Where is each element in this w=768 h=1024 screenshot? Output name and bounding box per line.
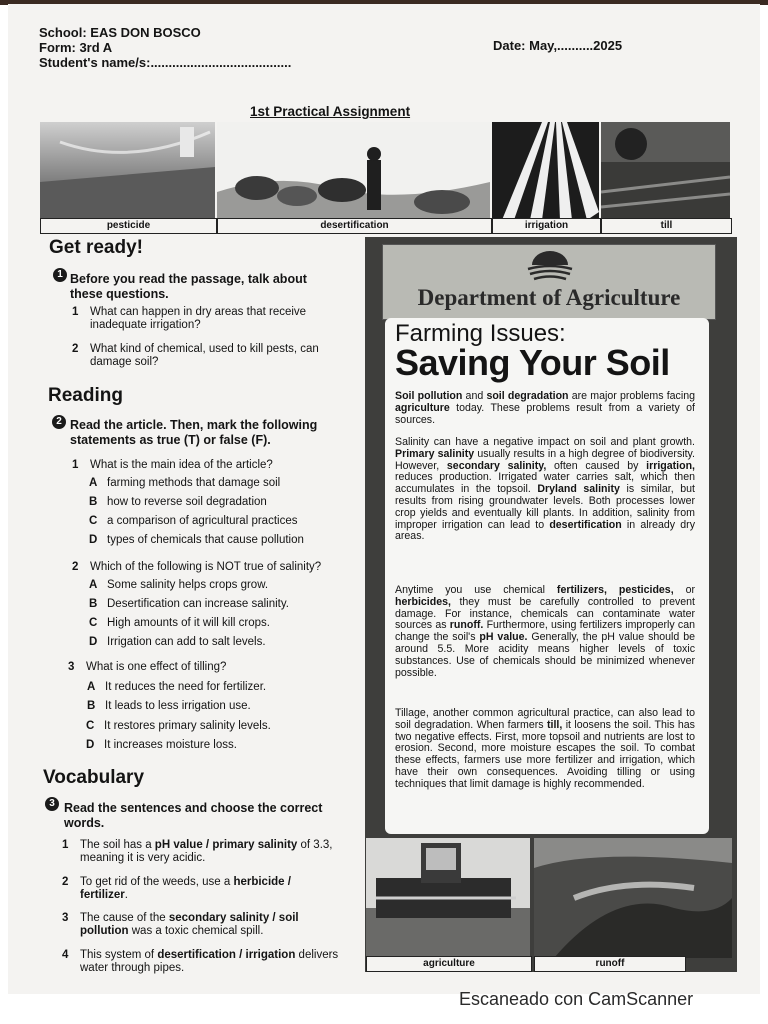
article-title: Saving Your Soil (395, 342, 670, 383)
sun-field-logo-icon (526, 249, 574, 283)
instruction-number-2: 2 (52, 415, 66, 429)
article-text: reduces production. Irrigated water carries salt, which then accumulates in the topsoil. (395, 471, 695, 496)
photo-strip (40, 122, 730, 234)
key-term: runoff. (449, 619, 484, 632)
caption-desertification: desertification (217, 218, 492, 234)
desertification-photo (217, 122, 490, 220)
answer-option (89, 477, 280, 490)
option-letter: C (89, 515, 98, 527)
article-paragraph-4 (395, 708, 695, 791)
answer-option (89, 598, 289, 611)
vocabulary-item (62, 876, 347, 902)
key-term: till, (546, 718, 563, 731)
question-text: What is one effect of tilling? (86, 661, 227, 673)
option-letter: A (89, 579, 98, 591)
key-term: desertification (549, 518, 622, 531)
option-text: farming methods that damage soil (107, 477, 281, 489)
form-label: Form: 3rd A (39, 40, 113, 55)
reading-instruction: Read the article. Then, mark the following statements as true (T) or false (F). (70, 418, 318, 447)
answer-option (89, 617, 270, 630)
option-text: how to reverse soil degradation (107, 496, 267, 508)
option-letter: D (89, 636, 98, 648)
option-text: Desertification can increase salinity. (107, 598, 289, 610)
item-number: 3 (62, 912, 69, 924)
option-letter: B (89, 496, 98, 508)
answer-option (86, 739, 237, 752)
caption-runoff: runoff (534, 956, 686, 972)
article-text: and (462, 390, 487, 402)
option-text: It leads to less irrigation use. (105, 700, 251, 712)
question-text: What can happen in dry areas that receive inadequate irrigation? (90, 306, 307, 331)
item-text: delivers water through pipes. (80, 949, 339, 974)
date-line: Date: May,..........2025 (493, 38, 623, 53)
get-ready-heading: Get ready! (49, 237, 143, 258)
option-letter: C (89, 617, 98, 629)
caption-till: till (601, 218, 732, 234)
department-name: Department of Agriculture (417, 285, 681, 310)
answer-option (89, 496, 267, 509)
question-number: 2 (72, 561, 79, 573)
word-choice: herbicide / fertilizer (80, 876, 291, 901)
answer-option (86, 720, 271, 733)
vocabulary-item (62, 839, 347, 865)
item-text: The soil has a (80, 839, 155, 851)
question-text: Which of the following is NOT true of salinity? (90, 561, 322, 573)
article-paragraph-3 (395, 585, 695, 679)
article-paragraph-2 (395, 437, 695, 543)
answer-option (89, 515, 297, 528)
answer-option (87, 700, 251, 713)
instruction-number-3: 3 (45, 797, 59, 811)
article-kicker: Farming Issues: (395, 320, 566, 347)
item-text: The cause of the (80, 912, 169, 924)
key-term: pH value. (479, 631, 528, 644)
answer-option (89, 579, 268, 592)
article-text: Salinity can have a negative impact on soil and plant growth. (395, 436, 695, 448)
option-letter: B (87, 700, 96, 712)
option-text: a comparison of agricultural practices (107, 515, 298, 527)
option-letter: A (87, 681, 96, 693)
option-letter: B (89, 598, 98, 610)
word-choice: secondary salinity / soil pollution (80, 912, 299, 937)
article-text: usually results in a high degree of biodiversity. However, (395, 447, 696, 472)
key-term: Primary salinity (395, 447, 475, 460)
answer-option (89, 534, 304, 547)
article-text: often caused by (546, 459, 647, 472)
option-letter: D (89, 534, 98, 546)
runoff-photo (534, 838, 732, 958)
item-text: of 3.3, meaning it is very acidic. (80, 839, 333, 864)
item-number: 2 (62, 876, 69, 888)
article-text: it loosens the soil. This has two negative effects. First, more topsoil and nutrients are lost to erosion. Second, more moisture escapes the soil. To combat these effects, farmers use more fertilizer and irrigation, which have their own consequences. Avoiding tilling or using techniques that limit damage is highly recommended. (395, 718, 695, 790)
word-choice: desertification / irrigation (157, 949, 296, 961)
option-text: Some salinity helps crops grow. (107, 579, 269, 591)
caption-pesticide: pesticide (40, 218, 217, 234)
option-text: It reduces the need for fertilizer. (105, 681, 267, 693)
option-letter: D (86, 739, 95, 751)
key-term: Soil pollution (395, 390, 463, 402)
option-letter: A (89, 477, 98, 489)
article-text: Furthermore, using fertilizers improperly can change the soil's (395, 619, 696, 644)
option-text: types of chemicals that cause pollution (107, 534, 304, 546)
question-number: 3 (68, 661, 75, 673)
key-term: agriculture (395, 401, 450, 414)
reading-question (72, 459, 352, 472)
option-letter: C (86, 720, 95, 732)
key-term: fertilizers, pesticides, (556, 584, 674, 596)
key-term: Dryland salinity (537, 483, 620, 496)
get-ready-instruction: Before you read the passage, talk about these questions. (70, 272, 307, 301)
option-text: It increases moisture loss. (104, 739, 237, 751)
article-text: in already dry areas. (395, 518, 695, 543)
vocabulary-instruction: Read the sentences and choose the correct words. (64, 801, 323, 830)
article-text: they must be carefully controlled to prevent damage. For instance, chemicals can contaminate water sources as (395, 595, 695, 632)
article-paragraph-1 (395, 391, 695, 426)
option-text: It restores primary salinity levels. (104, 720, 271, 732)
article-text: are major problems facing (568, 390, 695, 402)
question-text: What is the main idea of the article? (90, 459, 273, 471)
irrigation-photo (492, 122, 599, 220)
question-number: 1 (72, 459, 79, 471)
question-number: 2 (72, 343, 79, 355)
article-text: or (673, 584, 695, 596)
instruction-number-1: 1 (53, 268, 67, 282)
get-ready-question (72, 306, 342, 332)
item-number: 4 (62, 949, 69, 961)
item-text: This system of (80, 949, 158, 961)
reading-question (72, 561, 352, 574)
key-term: soil degradation (486, 390, 569, 402)
article-text: Anytime you use chemical (395, 584, 557, 596)
agriculture-photo (366, 838, 530, 958)
pesticide-photo (40, 122, 215, 220)
article-text: Generally, the pH value should be around 5.5. More acidity means higher levels of toxic substances. Use of chemicals should be minimized whenever possible. (395, 631, 695, 679)
school-name: School: EAS DON BOSCO (39, 25, 201, 40)
header-block (39, 25, 291, 70)
get-ready-question (72, 343, 342, 369)
word-choice: pH value / primary salinity (154, 839, 298, 851)
student-name-line: Student's name/s:....................................... (39, 55, 292, 70)
assignment-title: 1st Practical Assignment (250, 104, 411, 119)
scanner-watermark: Escaneado con CamScanner (459, 989, 694, 1009)
reading-heading: Reading (48, 385, 123, 406)
key-term: herbicides, (395, 595, 451, 608)
department-banner (382, 244, 716, 320)
reading-question (68, 661, 348, 674)
caption-agriculture: agriculture (366, 956, 532, 972)
key-term: irrigation, (646, 459, 695, 472)
item-text: To get rid of the weeds, use a (80, 876, 234, 888)
caption-irrigation: irrigation (492, 218, 601, 234)
item-text: was a toxic chemical spill. (128, 925, 264, 937)
till-photo (601, 122, 730, 220)
item-number: 1 (62, 839, 69, 851)
article-text: Tillage, another common agricultural practice, can also lead to soil degradation. When farmers (395, 707, 695, 731)
item-text: . (124, 889, 128, 901)
question-text: What kind of chemical, used to kill pests, can damage soil? (90, 343, 319, 368)
option-text: High amounts of it will kill crops. (107, 617, 270, 629)
vocabulary-item (62, 949, 347, 975)
question-number: 1 (72, 306, 79, 318)
vocabulary-heading: Vocabulary (43, 767, 145, 788)
option-text: Irrigation can add to salt levels. (107, 636, 266, 648)
answer-option (87, 681, 266, 694)
vocabulary-item (62, 912, 347, 938)
answer-option (89, 636, 266, 649)
key-term: secondary salinity, (446, 459, 547, 472)
article-text: today. These problems result from a variety of sources. (395, 401, 695, 426)
article-text: is similar, but results from rising groundwater levels. Both processes lower crop yields and eventually kill plants. In addition, salinity from improper irrigation can lead to (395, 483, 696, 531)
